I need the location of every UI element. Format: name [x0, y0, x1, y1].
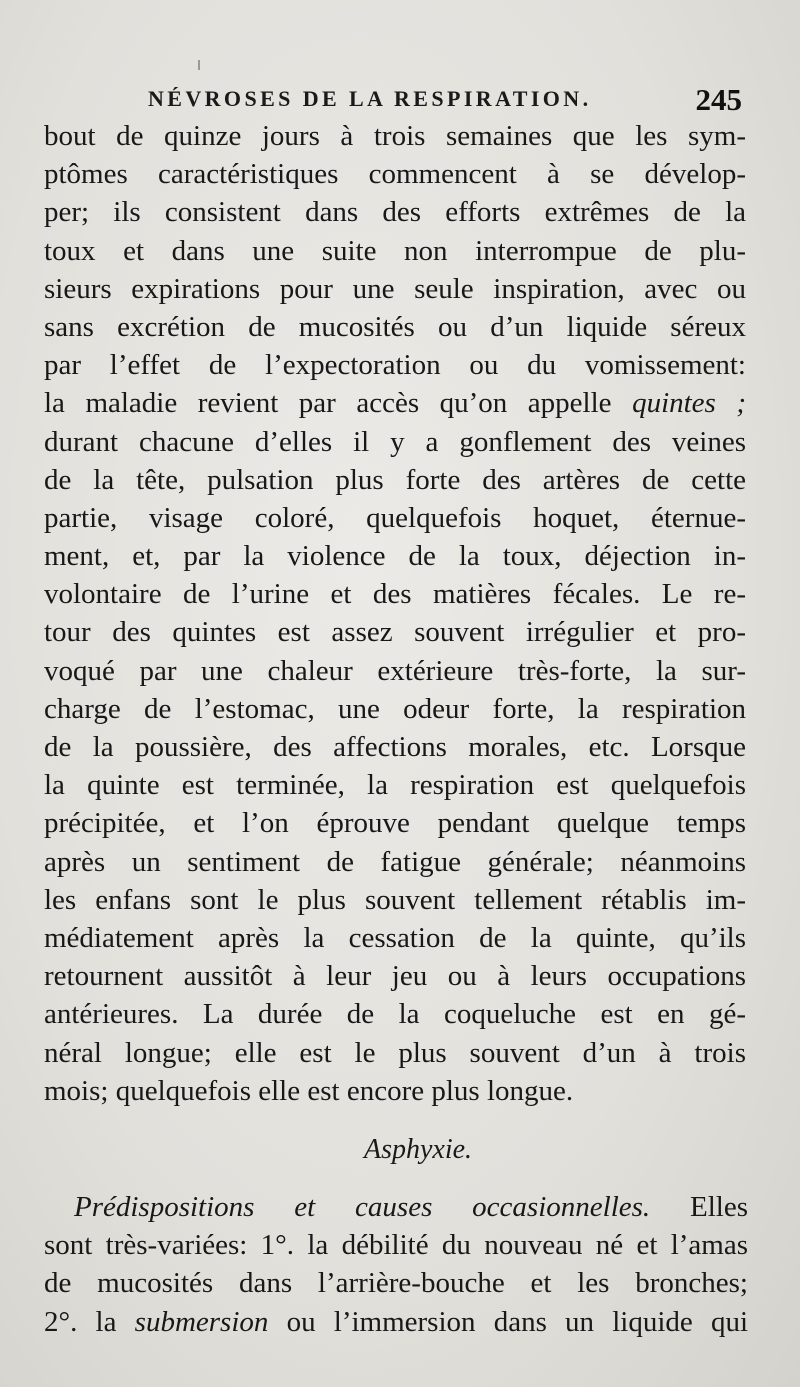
- text-line: sont très-variées: 1°. la débilité du nouveau né et l’amas: [44, 1229, 748, 1262]
- text-line: ment, et, par la violence de la toux, déjection in-: [44, 540, 746, 573]
- text-segment: la maladie revient par accès qu’on appelle: [44, 387, 612, 420]
- text-line: ptômes caractéristiques commencent à se dévelop-: [44, 158, 746, 191]
- text-line-with-italic: [44, 1303, 748, 1341]
- running-head-title: NÉVROSES DE LA RESPIRATION.: [148, 86, 592, 111]
- text-line: les enfans sont le plus souvent tellement rétablis im-: [44, 883, 746, 916]
- text-segment: 2°. la: [44, 1305, 117, 1338]
- text-line: sans excrétion de mucosités ou d’un liquide séreux: [44, 310, 746, 343]
- text-line: après un sentiment de fatigue générale; néanmoins: [44, 845, 746, 878]
- section-heading-asphyxie: Asphyxie.: [363, 1134, 473, 1165]
- page-number: 245: [695, 82, 742, 117]
- text-segment: Elles: [690, 1191, 748, 1223]
- text-line: charge de l’estomac, une odeur forte, la respiration: [44, 692, 746, 725]
- text-line: précipitée, et l’on éprouve pendant quelque temps: [44, 807, 746, 840]
- text-line: voqué par une chaleur extérieure très-forte, la sur-: [44, 654, 746, 687]
- paragraph-coqueluche: [44, 117, 746, 1110]
- text-line: par l’effet de l’expectoration ou du vomissement:: [44, 349, 746, 382]
- text-line-with-italic: [44, 384, 746, 422]
- text-line-lead: [44, 1188, 748, 1226]
- text-line: de la tête, pulsation plus forte des artères de cette: [44, 463, 746, 496]
- text-line: partie, visage coloré, quelquefois hoquet, éternue-: [44, 501, 746, 534]
- text-line: volontaire de l’urine et des matières fécales. Le re-: [44, 578, 746, 611]
- text-line: per; ils consistent dans des efforts extrêmes de la: [44, 196, 746, 229]
- italic-term: submersion: [134, 1305, 269, 1338]
- italic-term: quintes ;: [632, 387, 747, 420]
- text-segment: ou l’immersion dans un liquide qui: [286, 1305, 749, 1338]
- italic-lead: Prédispositions et causes occasionnelles.: [74, 1191, 651, 1223]
- paragraph-asphyxie: [44, 1188, 748, 1341]
- text-line: toux et dans une suite non interrompue de plu-: [44, 234, 746, 267]
- text-line: bout de quinze jours à trois semaines que les sym-: [44, 120, 746, 152]
- text-line: durant chacune d’elles il y a gonflement des veines: [44, 425, 746, 458]
- text-line: la quinte est terminée, la respiration est quelquefois: [44, 769, 746, 802]
- text-line: retournent aussitôt à leur jeu ou à leurs occupations: [44, 960, 746, 993]
- text-line: médiatement après la cessation de la quinte, qu’ils: [44, 921, 746, 954]
- text-line: néral longue; elle est le plus souvent d’un à trois: [44, 1036, 746, 1069]
- running-head: [148, 82, 748, 116]
- text-line: de la poussière, des affections morales, etc. Lorsque: [44, 731, 746, 763]
- text-line: sieurs expirations pour une seule inspiration, avec ou: [44, 272, 746, 305]
- text-line-last: mois; quelquefois elle est encore plus longue.: [44, 1074, 574, 1107]
- text-line: antérieures. La durée de la coqueluche est en gé-: [44, 998, 746, 1031]
- text-line: tour des quintes est assez souvent irrégulier et pro-: [44, 616, 746, 649]
- page-edge-mark: [198, 60, 200, 70]
- text-line: de mucosités dans l’arrière-bouche et les bronches;: [44, 1267, 748, 1300]
